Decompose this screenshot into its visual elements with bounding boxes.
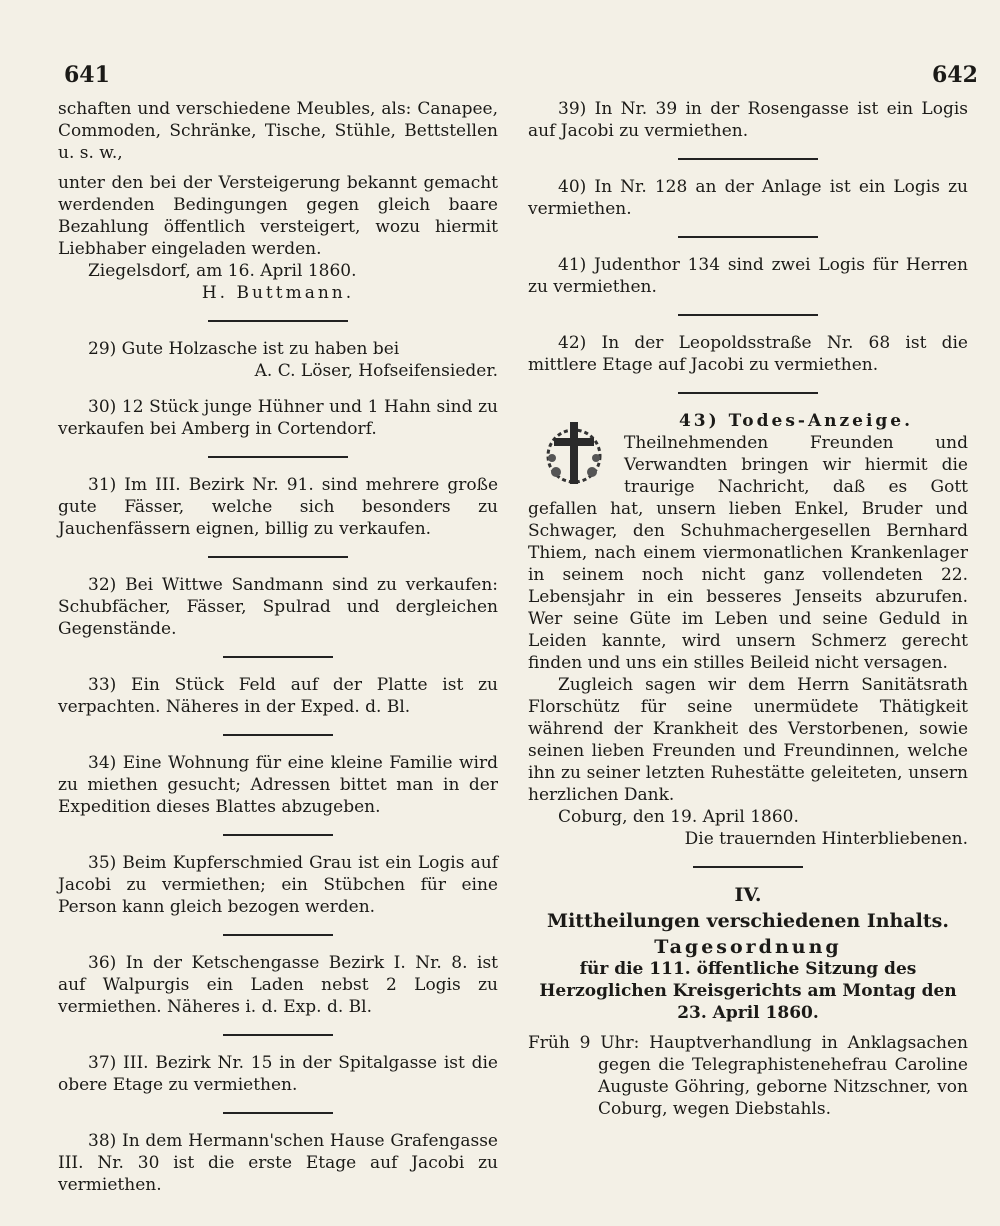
ad-36: 36) In der Ketschengasse Bezirk I. Nr. 8. ist auf Walpurgis ein Laden nebst 2 Logis zu vermiethen. Näheres i. d. Exp. d. Bl. [58,953,498,1017]
auction-signature: H. Buttmann. [201,283,355,303]
auction-place-date: Ziegelsdorf, am 16. April 1860. [88,261,357,281]
divider [223,656,333,658]
ad-34: 34) Eine Wohnung für eine kleine Familie wird zu miethen gesucht; Adressen bittet man in der Expedition dieses Blattes abzugeben. [58,753,498,817]
obituary-thanks: Zugleich sagen wir dem Herrn Sanitätsrath Florschütz für seine unermüdete Thätigkeit während der Krankheit des Verstorbenen, sowie seinen lieben Freunden und Freundinnen, welche ihn zu seiner letzten Ruhestätte geleiteten, unsern herzlichen Dank. [528,675,968,805]
ad-40: 40) In Nr. 128 an der Anlage ist ein Logis zu vermiethen. [528,177,968,219]
page-number-left: 641 [64,62,110,88]
obituary-place-date: Coburg, den 19. April 1860. [558,807,799,827]
divider [223,1034,333,1036]
divider [208,556,348,558]
divider [693,866,803,868]
divider [223,734,333,736]
ad-33: 33) Ein Stück Feld auf der Platte ist zu verpachten. Näheres in der Exped. d. Bl. [58,675,498,717]
auction-continuation: schaften und verschiedene Meubles, als: Canapee, Commoden, Schränke, Tische, Stühle, Bettstellen u. s. w., [58,99,498,163]
ad-29: 29) Gute Holzasche ist zu haben bei [88,339,400,359]
ad-32: 32) Bei Wittwe Sandmann sind zu verkaufen: Schubfächer, Fässer, Spulrad und dergleichen Gegenstände. [58,575,498,639]
ad-29-signature: A. C. Löser, Hofseifensieder. [254,361,498,381]
obituary-heading: 43) Todes-Anzeige. [678,411,914,431]
obituary-signature: Die trauernden Hinterbliebenen. [684,829,968,849]
ad-38: 38) In dem Hermann'schen Hause Grafengasse III. Nr. 30 ist die erste Etage auf Jacobi zu vermiethen. [58,1131,498,1195]
right-column [528,98,968,1120]
divider [678,314,818,316]
section-number: IV. [734,884,762,906]
divider [678,236,818,238]
divider [223,1112,333,1114]
section-title: Mittheilungen verschiedenen Inhalts. [547,910,949,932]
obituary-notice [528,410,968,850]
ad-31: 31) Im III. Bezirk Nr. 91. sind mehrere große gute Fässer, welche sich besonders zu Jauchenfässern eignen, billig zu verkaufen. [58,475,498,539]
divider [678,158,818,160]
divider [223,934,333,936]
page-number-right: 642 [932,62,978,88]
divider [678,392,818,394]
auction-terms: unter den bei der Versteigerung bekannt gemacht werdenden Bedingungen gegen gleich baare Bezahlung öffentlich versteigert, wozu hiermit Liebhaber eingeladen werden. [58,173,498,259]
agenda-item: Früh 9 Uhr: Hauptverhandlung in Anklagsachen gegen die Telegraphistenehefrau Caroline Auguste Göhring, geborne Nitzschner, von Coburg, wegen Diebstahls. [528,1033,968,1119]
left-column [58,98,498,1196]
ad-30: 30) 12 Stück junge Hühner und 1 Hahn sind zu verkaufen bei Amberg in Cortendorf. [58,397,498,439]
agenda-subtitle: für die 111. öffentliche Sitzung des Herzoglichen Kreisgerichts am Montag den 23. April 1860. [539,959,957,1023]
cross-wreath-icon [534,414,614,494]
divider [208,320,348,322]
ad-39: 39) In Nr. 39 in der Rosengasse ist ein Logis auf Jacobi zu vermiethen. [528,99,968,141]
divider [223,834,333,836]
ad-42: 42) In der Leopoldsstraße Nr. 68 ist die mittlere Etage auf Jacobi zu vermiethen. [528,333,968,375]
agenda-title: Tagesordnung [654,936,842,958]
obituary-text: Theilnehmenden Freunden und Verwandten bringen wir hiermit die traurige Nachricht, daß es Gott gefallen hat, unsern lieben Enkel, Bruder und Schwager, den Schuhmachergesellen Bernhard Thiem, nach einem viermonatlichen Krankenlager in seinem noch nicht ganz vollendeten 22. Lebensjahr in ein besseres Jenseits abzurufen. Wer seine Güte im Leben und seine Geduld in Leiden kannte, wird unsern Schmerz gerecht finden und uns ein stilles Beileid nicht versagen. [528,433,968,673]
ad-41: 41) Judenthor 134 sind zwei Logis für Herren zu vermiethen. [528,255,968,297]
ad-37: 37) III. Bezirk Nr. 15 in der Spitalgasse ist die obere Etage zu vermiethen. [58,1053,498,1095]
divider [208,456,348,458]
ad-35: 35) Beim Kupferschmied Grau ist ein Logis auf Jacobi zu vermiethen; ein Stübchen für eine Person kann gleich bezogen werden. [58,853,498,917]
